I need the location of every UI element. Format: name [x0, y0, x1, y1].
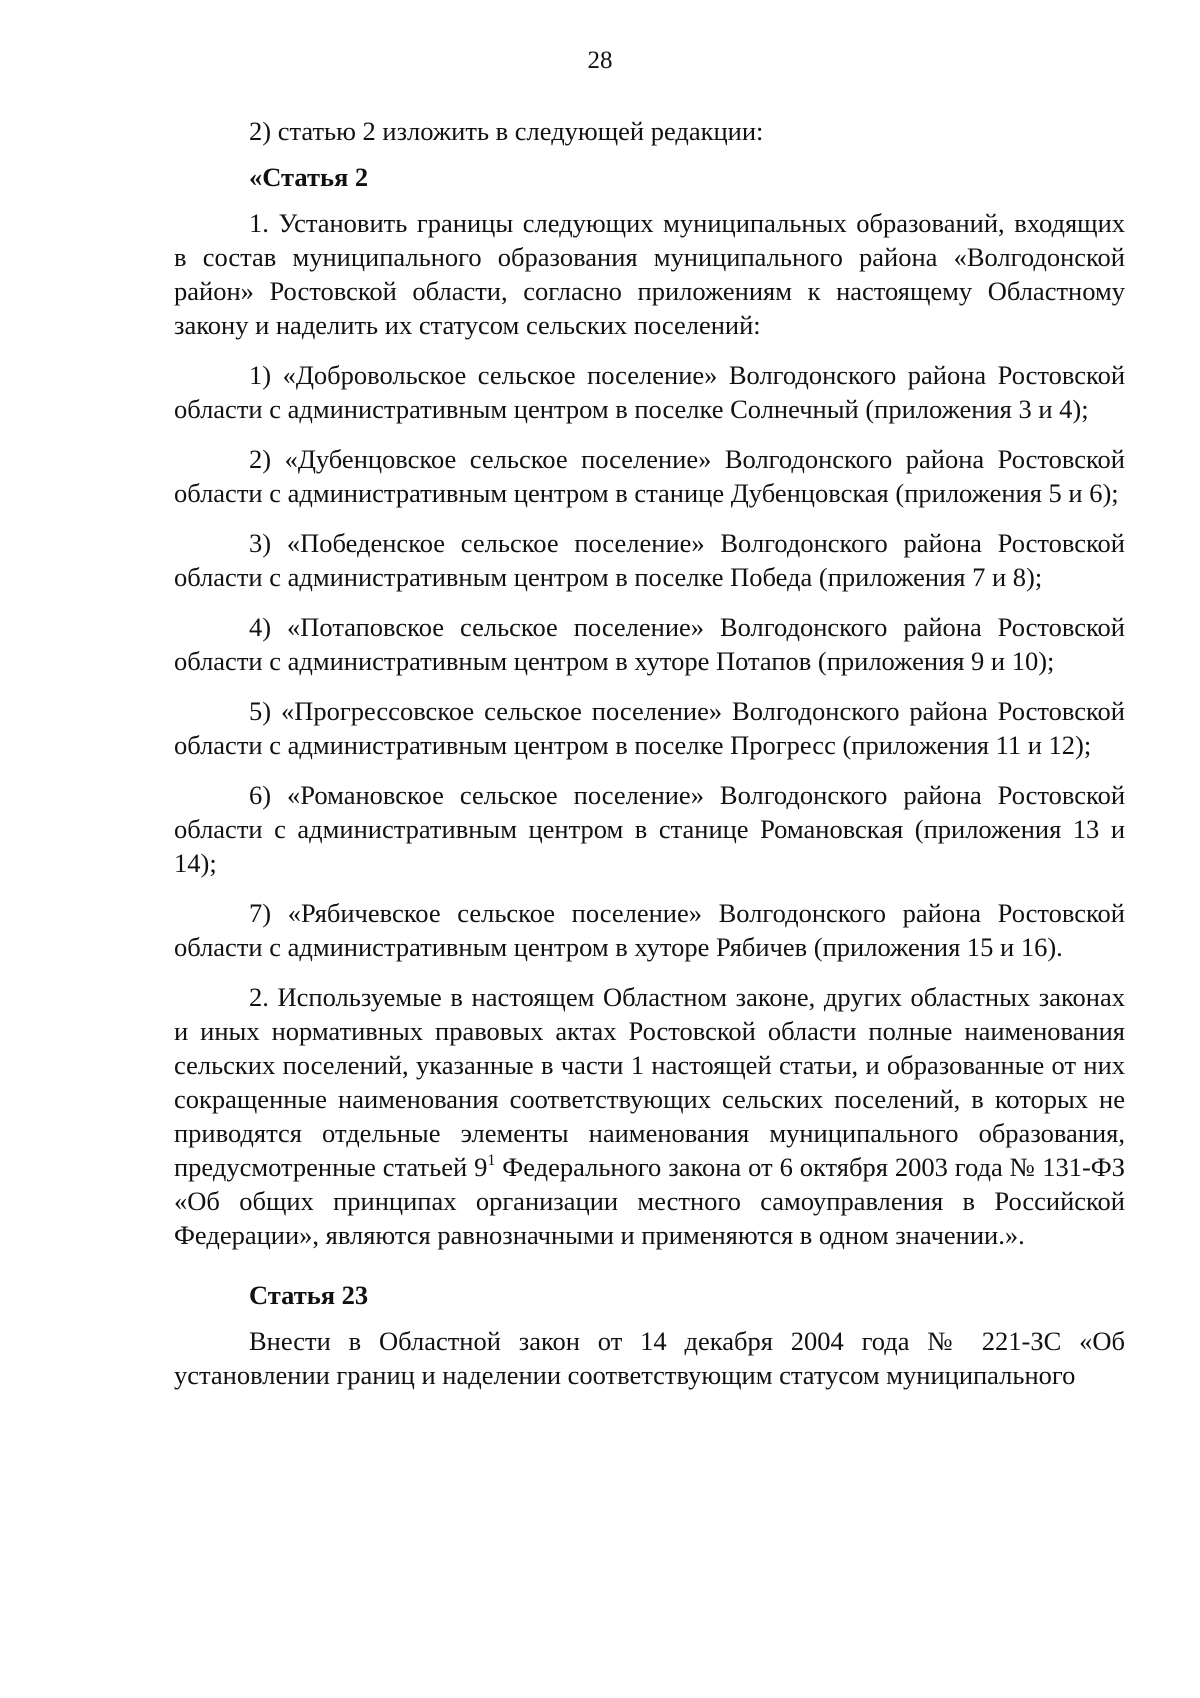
- part-2-text-start: 2. Используемые в настоящем Областном законе, других областных законах и иных нормативных правовых актах Ростовской области полные наименования сельских поселений, указанные в части 1 настоящей статьи, и образованные от них сокращенные наименования соответствующих сельских поселений, в которых не приводятся отдельные элементы наименования муниципального образования, предусмотренные статьей 9: [174, 982, 1125, 1182]
- document-body: [174, 114, 1125, 1392]
- article-2-heading: «Статья 2: [249, 162, 369, 192]
- amendment-intro: 2) статью 2 изложить в следующей редакции:: [249, 116, 764, 146]
- article-23-text: Внести в Областной закон от 14 декабря 2004 года № 221-ЗС «Об установлении границ и наделении соответствующим статусом муниципального: [174, 1326, 1125, 1390]
- settlement-item-3: 3) «Победенское сельское поселение» Волгодонского района Ростовской области с административным центром в поселке Победа (приложения 7 и 8);: [174, 528, 1125, 592]
- settlement-item-1: 1) «Добровольское сельское поселение» Волгодонского района Ростовской области с административным центром в поселке Солнечный (приложения 3 и 4);: [174, 360, 1125, 424]
- settlement-item-4: 4) «Потаповское сельское поселение» Волгодонского района Ростовской области с административным центром в хуторе Потапов (приложения 9 и 10);: [174, 612, 1125, 676]
- page-number: 28: [587, 47, 613, 74]
- article-number-superscript: 1: [487, 1151, 496, 1169]
- article-23-heading: Статья 23: [249, 1280, 369, 1310]
- settlement-item-2: 2) «Дубенцовское сельское поселение» Волгодонского района Ростовской области с административным центром в станице Дубенцовская (приложения 5 и 6);: [174, 444, 1125, 508]
- article-2-part-1: 1. Установить границы следующих муниципальных образований, входящих в состав муниципального образования муниципального района «Волгодонской район» Ростовской области, согласно приложениям к настоящему Областному закону и наделить их статусом сельских поселений:: [174, 208, 1125, 340]
- settlement-item-5: 5) «Прогрессовское сельское поселение» Волгодонского района Ростовской области с административным центром в поселке Прогресс (приложения 11 и 12);: [174, 696, 1125, 760]
- part-2-text-end: Федерального закона от 6 октября 2003 года № 131-ФЗ «Об общих принципах организации местного самоуправления в Российской Федерации», являются равнозначными и применяются в одном значении.».: [174, 1152, 1125, 1250]
- settlement-item-7: 7) «Рябичевское сельское поселение» Волгодонского района Ростовской области с административным центром в хуторе Рябичев (приложения 15 и 16).: [174, 898, 1125, 962]
- article-2-part-2: [174, 980, 1125, 1252]
- settlement-item-6: 6) «Романовское сельское поселение» Волгодонского района Ростовской области с административным центром в станице Романовская (приложения 13 и 14);: [174, 780, 1125, 878]
